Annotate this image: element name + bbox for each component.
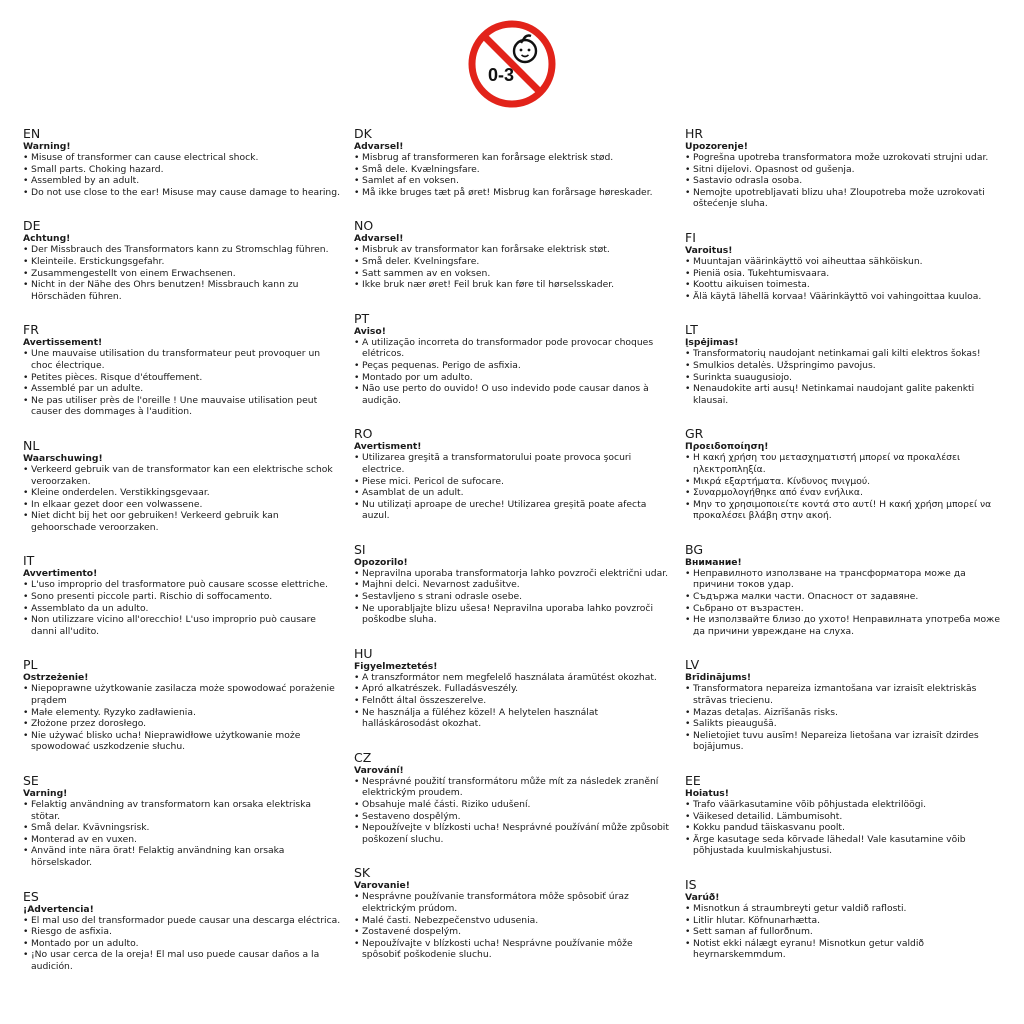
language-code: HR	[685, 126, 704, 141]
warning-item: • Não use perto do ouvido! O uso indevido pode causar danos à audição.	[354, 383, 674, 406]
warning-section-hu	[354, 647, 674, 730]
warning-item: • Obsahuje malé části. Riziko udušení.	[354, 799, 674, 811]
warning-heading: Waarschuwing!	[23, 452, 103, 464]
warning-item: • Συναρμολογήθηκε από έναν ενήλικα.	[685, 487, 1001, 499]
warning-item: • Niepoprawne użytkowanie zasilacza może spowodować porażenie prądem	[23, 683, 341, 706]
warning-list	[354, 776, 674, 846]
language-code: HU	[354, 645, 373, 661]
warning-item: • Съдържа малки части. Опасност от задавяне.	[685, 591, 1001, 603]
warning-item: • Montado por un adulto.	[23, 938, 341, 950]
warning-item: • A utilização incorreta do transformador pode provocar choques elétricos.	[354, 337, 674, 360]
warning-item: • Felnőtt által összeszerelve.	[354, 695, 674, 707]
warning-section-cz	[354, 751, 674, 846]
warning-section-ee	[685, 774, 1001, 857]
language-code: PT	[354, 310, 370, 326]
warning-list	[23, 464, 341, 534]
warning-item: • Litlir hlutar. Köfnunarhætta.	[685, 915, 1001, 927]
warning-list	[354, 244, 674, 290]
warning-item: • Misnotkun á straumbreyti getur valdið raflosti.	[685, 903, 1001, 915]
warning-list	[685, 348, 1001, 406]
warning-item: • Kleine onderdelen. Verstikkingsgevaar.	[23, 487, 341, 499]
warning-item: • El mal uso del transformador puede causar una descarga eléctrica.	[23, 915, 341, 927]
warning-item: • Petites pièces. Risque d'étouffement.	[23, 372, 341, 384]
warning-heading: Ostrzeżenie!	[23, 672, 89, 684]
warning-heading: Varoitus!	[685, 244, 733, 256]
warning-heading: Varning!	[23, 788, 68, 799]
warning-section-se	[23, 774, 341, 869]
warning-item: • Utilizarea greşită a transformatorului poate provoca şocuri electrice.	[354, 452, 674, 475]
warning-section-hr	[685, 127, 1001, 210]
warning-item: • Zusammengestellt von einem Erwachsenen.	[23, 268, 341, 280]
language-code: CZ	[354, 749, 372, 765]
warning-item: • Notist ekki nálægt eyranu! Misnotkun getur valdið heyrnarskemmdum.	[685, 938, 1001, 961]
language-code: GR	[685, 426, 704, 442]
warning-list	[685, 152, 1001, 210]
warning-item: • Assemblé par un adulte.	[23, 383, 341, 395]
warning-section-lv	[685, 658, 1001, 753]
warning-item: • Samlet af en voksen.	[354, 175, 674, 187]
warning-section-pt	[354, 312, 674, 407]
language-code: RO	[354, 426, 373, 442]
warning-item: • Använd inte nära örat! Felaktig användning kan orsaka hörselskador.	[23, 845, 341, 868]
warning-item: • Koottu aikuisen toimesta.	[685, 279, 1001, 291]
warning-section-fr	[23, 323, 341, 418]
warning-item: • Salikts pieaugušā.	[685, 718, 1001, 730]
warning-heading: Opozorilo!	[354, 556, 408, 568]
warning-heading: Внимание!	[685, 556, 742, 568]
warning-item: • Asamblat de un adult.	[354, 487, 674, 499]
warning-item: • Неправилното използване на трансформатора може да причини токов удар.	[685, 568, 1001, 591]
language-code: LT	[685, 322, 698, 338]
warning-list	[685, 452, 1001, 522]
warning-list	[23, 244, 341, 302]
warning-item: • Misbrug af transformeren kan forårsage elektrisk stød.	[354, 152, 674, 164]
warning-list	[354, 152, 674, 198]
warning-heading: Figyelmeztetés!	[354, 660, 438, 672]
warning-heading: Įspėjimas!	[685, 337, 739, 349]
warning-item: • Surinkta suaugusiojo.	[685, 372, 1001, 384]
language-code: SE	[23, 773, 39, 788]
warning-item: • Trafo väärkasutamine võib põhjustada elektrilöögi.	[685, 799, 1001, 811]
warning-item: • Peças pequenas. Perigo de asfixia.	[354, 360, 674, 372]
warning-heading: Avertissement!	[23, 337, 103, 349]
warning-heading: Avvertimento!	[23, 568, 98, 580]
warning-item: • Väikesed detailid. Lämbumisoht.	[685, 811, 1001, 823]
warning-item: • Small parts. Choking hazard.	[23, 164, 341, 176]
warning-item: • Pieniä osia. Tukehtumisvaara.	[685, 268, 1001, 280]
warning-section-dk	[354, 127, 674, 198]
warning-list	[354, 891, 674, 961]
warning-item: • Monterad av en vuxen.	[23, 834, 341, 846]
warning-section-lt	[685, 323, 1001, 406]
warning-item: • Älä käytä lähellä korvaa! Väärinkäyttö voi vahingoittaa kuuloa.	[685, 291, 1001, 303]
warning-heading: ¡Advertencia!	[23, 903, 94, 915]
warning-item: • Non utilizzare vicino all'orecchio! L'uso improprio può causare danni all'udito.	[23, 614, 341, 637]
language-code: DE	[23, 218, 41, 234]
warning-item: • Assembled by an adult.	[23, 175, 341, 187]
warning-item: • Małe elementy. Ryzyko zadławienia.	[23, 707, 341, 719]
warning-list	[354, 672, 674, 730]
warning-item: • Μικρά εξαρτήματα. Κίνδυνος πνιγμού.	[685, 476, 1001, 488]
warning-item: • Nicht in der Nähe des Ohrs benutzen! Missbrauch kann zu Hörschäden führen.	[23, 279, 341, 302]
warning-item: • Transformatora nepareiza izmantošana var izraisīt elektriskās strāvas triecienu.	[685, 683, 1001, 706]
warning-item: • Kokku pandud täiskasvanu poolt.	[685, 822, 1001, 834]
warning-section-it	[23, 554, 341, 637]
warning-heading: Varování!	[354, 764, 404, 776]
warning-item: • Satt sammen av en voksen.	[354, 268, 674, 280]
warning-list	[685, 683, 1001, 753]
warning-item: • L'uso improprio del trasformatore può causare scosse elettriche.	[23, 579, 341, 591]
warning-item: • Må ikke bruges tæt på øret! Misbrug kan forårsage høreskader.	[354, 187, 674, 199]
warning-item: • Ne használja a füléhez közel! A helytelen használat halláskárosodást okozhat.	[354, 707, 674, 730]
warning-item: • Piese mici. Pericol de sufocare.	[354, 476, 674, 488]
warning-section-nl	[23, 439, 341, 534]
warning-section-fi	[685, 231, 1001, 302]
warning-item: • Sett saman af fullorðnum.	[685, 926, 1001, 938]
warning-section-en	[23, 127, 341, 198]
warning-item: • A transzformátor nem megfelelő használata áramütést okozhat.	[354, 672, 674, 684]
warning-item: • Misuse of transformer can cause electrical shock.	[23, 152, 341, 164]
warning-item: • Sastavio odrasla osoba.	[685, 175, 1001, 187]
warning-item: • Smulkios detalės. Užspringimo pavojus.	[685, 360, 1001, 372]
age-warning-0-3-icon	[467, 19, 557, 109]
language-code: NL	[23, 437, 40, 453]
warnings-column-2	[354, 127, 674, 982]
warning-item: • Misbruk av transformator kan forårsake elektrisk støt.	[354, 244, 674, 256]
warning-heading: Προειδοποίηση!	[685, 441, 769, 453]
warning-item: • Do not use close to the ear! Misuse may cause damage to hearing.	[23, 187, 341, 199]
language-code: IS	[685, 876, 697, 892]
warnings-column-3	[685, 127, 1001, 982]
warning-item: • Riesgo de asfixia.	[23, 926, 341, 938]
warning-item: • Sestaveno dospělým.	[354, 811, 674, 823]
language-code: BG	[685, 541, 704, 557]
warning-item: • Nepoužívejte v blízkosti ucha! Nesprávné používání může způsobit poškození sluchu.	[354, 822, 674, 845]
warning-item: • Felaktig användning av transformatorn kan orsaka elektriska stötar.	[23, 799, 341, 822]
warning-item: • Nu utilizați aproape de ureche! Utilizarea greșită poate afecta auzul.	[354, 499, 674, 522]
language-code: EE	[685, 773, 701, 788]
warning-item: • Malé časti. Nebezpečenstvo udusenia.	[354, 915, 674, 927]
warning-section-ro	[354, 427, 674, 522]
warning-heading: Advarsel!	[354, 233, 404, 245]
warning-item: • Pogrešna upotreba transformatora može uzrokovati strujni udar.	[685, 152, 1001, 164]
warning-item: • Zostavené dospelým.	[354, 926, 674, 938]
warning-heading: Varovanie!	[354, 880, 410, 892]
warning-item: • Nepravilna uporaba transformatorja lahko povzroči električni udar.	[354, 568, 674, 580]
language-code: NO	[354, 218, 374, 234]
warning-heading: Advarsel!	[354, 141, 404, 152]
warning-list	[23, 799, 341, 869]
warning-section-sk	[354, 866, 674, 961]
warning-item: • Nepoužívajte v blízkosti ucha! Nesprávne používanie môže spôsobiť poškodenie sluchu.	[354, 938, 674, 961]
warning-section-bg	[685, 543, 1001, 638]
warning-item: • Montado por um adulto.	[354, 372, 674, 384]
language-code: DK	[354, 126, 372, 141]
warning-heading: Brīdinājums!	[685, 672, 752, 684]
warning-section-pl	[23, 658, 341, 753]
warning-item: • Nesprávné použití transformátoru může mít za následek zranění elektrickým proudem.	[354, 776, 674, 799]
warning-list	[685, 256, 1001, 302]
warning-item: • Små delar. Kvävningsrisk.	[23, 822, 341, 834]
warning-item: • Apró alkatrészek. Fulladásveszély.	[354, 683, 674, 695]
warning-list	[23, 152, 341, 198]
warning-list	[23, 915, 341, 973]
warning-item: • Ne pas utiliser près de l'oreille ! Une mauvaise utilisation peut causer des dommages à l'audition.	[23, 395, 341, 418]
warning-item: • Ärge kasutage seda kõrvade lähedal! Vale kasutamine võib põhjustada kuulmiskahjustusi.	[685, 834, 1001, 857]
warning-item: • Muuntajan väärinkäyttö voi aiheuttaa sähköiskun.	[685, 256, 1001, 268]
warning-item: • Złożone przez dorosłego.	[23, 718, 341, 730]
warning-list	[354, 568, 674, 626]
language-code: PL	[23, 657, 38, 673]
warning-item: • Une mauvaise utilisation du transformateur peut provoquer un choc électrique.	[23, 348, 341, 371]
warning-item: • Sestavljeno s strani odrasle osebe.	[354, 591, 674, 603]
warning-item: • Sitni dijelovi. Opasnost od gušenja.	[685, 164, 1001, 176]
warning-heading: Achtung!	[23, 233, 71, 245]
language-code: FI	[685, 229, 696, 245]
warning-item: • Не използвайте близо до ухото! Неправилната употреба може да причини увреждане на слуха.	[685, 614, 1001, 637]
language-code: IT	[23, 553, 35, 569]
warning-heading: Varúð!	[685, 891, 720, 903]
warning-item: • Sono presenti piccole parti. Rischio di soffocamento.	[23, 591, 341, 603]
warnings-column-1	[23, 127, 341, 994]
warning-list	[354, 452, 674, 522]
warning-item: • ¡No usar cerca de la oreja! El mal uso puede causar daños a la audición.	[23, 949, 341, 972]
warning-section-is	[685, 878, 1001, 961]
warning-list	[23, 579, 341, 637]
warning-heading: Aviso!	[354, 325, 386, 337]
warning-heading: Upozorenje!	[685, 141, 748, 152]
warning-section-es	[23, 890, 341, 973]
warning-item: • Små dele. Kvælningsfare.	[354, 164, 674, 176]
warning-list	[354, 337, 674, 407]
warning-item: • Nemojte upotrebljavati blizu uha! Zloupotreba može uzrokovati oštećenje sluha.	[685, 187, 1001, 210]
warning-item: • Ikke bruk nær øret! Feil bruk kan føre til hørselsskader.	[354, 279, 674, 291]
warning-section-gr	[685, 427, 1001, 522]
warning-heading: Hoiatus!	[685, 788, 729, 799]
warning-item: • In elkaar gezet door een volwassene.	[23, 499, 341, 511]
warning-item: • Nesprávne používanie transformátora môže spôsobiť úraz elektrickým prúdom.	[354, 891, 674, 914]
language-code: SK	[354, 865, 371, 881]
warning-section-si	[354, 543, 674, 626]
language-code: ES	[23, 888, 39, 904]
warning-item: • Majhni delci. Nevarnost zadušitve.	[354, 579, 674, 591]
warning-item: • Transformatorių naudojant netinkamai gali kilti elektros šokas!	[685, 348, 1001, 360]
warning-item: • Mazas detaļas. Aizrīšanās risks.	[685, 707, 1001, 719]
language-code: EN	[23, 126, 41, 141]
warning-item: • Der Missbrauch des Transformators kann zu Stromschlag führen.	[23, 244, 341, 256]
warning-heading: Warning!	[23, 141, 71, 152]
language-code: SI	[354, 541, 366, 557]
warning-item: • Verkeerd gebruik van de transformator kan een elektrische schok veroorzaken.	[23, 464, 341, 487]
warning-item: • Kleinteile. Erstickungsgefahr.	[23, 256, 341, 268]
warning-item: • Η κακή χρήση του μετασχηματιστή μπορεί να προκαλέσει ηλεκτροπληξία.	[685, 452, 1001, 475]
warning-list	[685, 568, 1001, 638]
warning-item: • Μην το χρησιμοποιείτε κοντά στο αυτί! Η κακή χρήση μπορεί να προκαλέσει βλάβη στην ακοή.	[685, 499, 1001, 522]
warning-item: • Små deler. Kvelningsfare.	[354, 256, 674, 268]
age-label: 0-3	[487, 65, 515, 85]
warning-item: • Assemblato da un adulto.	[23, 603, 341, 615]
language-code: FR	[23, 322, 39, 338]
warning-item: • Nenaudokite arti ausų! Netinkamai naudojant galite pakenkti klausai.	[685, 383, 1001, 406]
warning-item: • Nelietojiet tuvu ausīm! Nepareiza lietošana var izraisīt dzirdes bojājumus.	[685, 730, 1001, 753]
warning-list	[685, 903, 1001, 961]
warning-item: • Сьбрано от възрастен.	[685, 603, 1001, 615]
warning-list	[23, 348, 341, 418]
warning-item: • Nie używać blisko ucha! Nieprawidłowe użytkowanie może spowodować uszkodzenie słuchu.	[23, 730, 341, 753]
warning-section-de	[23, 219, 341, 302]
warning-item: • Niet dicht bij het oor gebruiken! Verkeerd gebruik kan gehoorschade veroorzaken.	[23, 510, 341, 533]
warning-heading: Avertisment!	[354, 441, 422, 453]
warning-list	[685, 799, 1001, 857]
warning-section-no	[354, 219, 674, 290]
language-code: LV	[685, 657, 700, 673]
warning-list	[23, 683, 341, 753]
warning-item: • Ne uporabljajte blizu ušesa! Nepravilna uporaba lahko povzroči poškodbe sluha.	[354, 603, 674, 626]
